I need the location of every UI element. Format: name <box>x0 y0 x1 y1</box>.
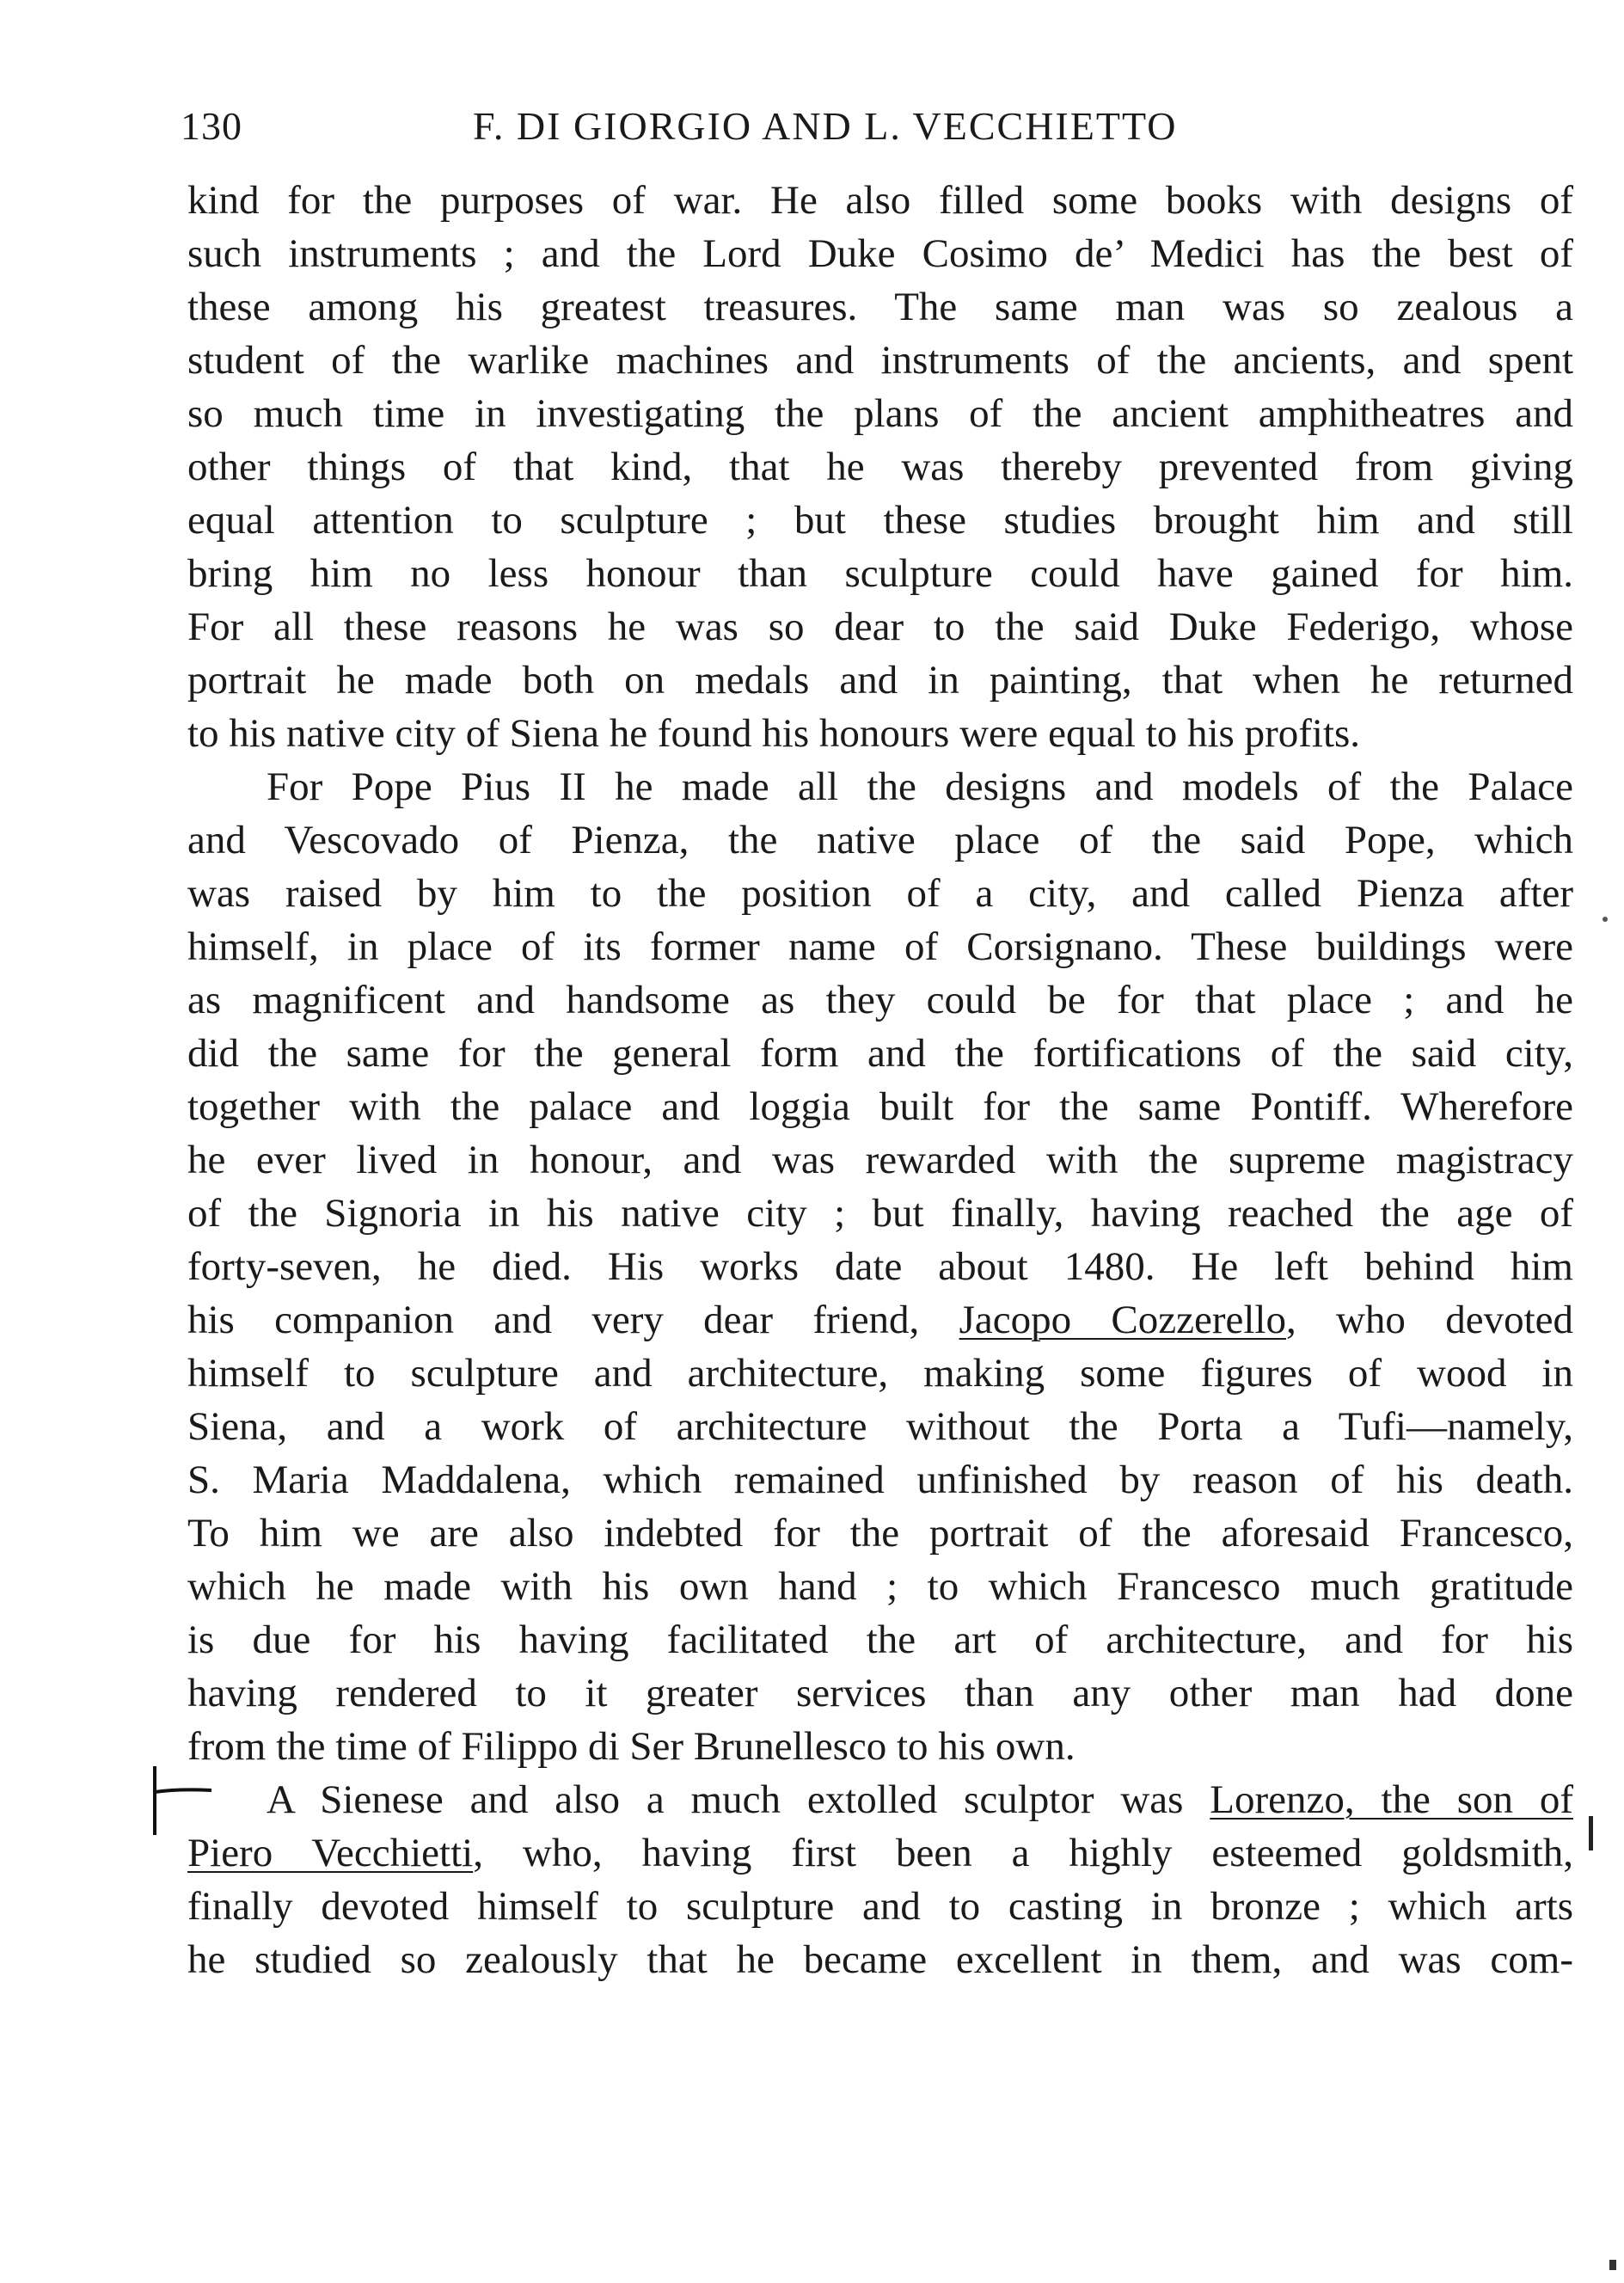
text-line: having rendered to it greater services than any other man had done <box>187 1671 1573 1715</box>
text-line <box>187 1773 1573 1826</box>
text-line: was raised by him to the position of a city, and called Pienza after <box>187 871 1573 916</box>
text-fragment: , who, having first been a highly esteemed goldsmith, <box>473 1831 1573 1875</box>
text-line: from the time of Filippo di Ser Brunellesco to his own. <box>187 1724 1076 1769</box>
text-line: For Pope Pius II he made all the designs and models of the Palace <box>267 764 1573 809</box>
text-line: he studied so zealously that he became excellent in them, and was com- <box>187 1937 1573 1982</box>
text-line: so much time in investigating the plans of the ancient amphitheatres and <box>187 391 1573 436</box>
text-line: equal attention to sculpture ; but these studies brought him and still <box>187 498 1573 543</box>
text-line: kind for the purposes of war. He also filled some books with designs of <box>187 178 1573 223</box>
body-text <box>187 174 1573 1986</box>
text-line: S. Maria Maddalena, which remained unfinished by reason of his death. <box>187 1458 1573 1502</box>
margin-dot <box>1603 917 1608 922</box>
text-line: together with the palace and loggia built for the same Pontiff. Wherefore <box>187 1084 1573 1129</box>
text-line: For all these reasons he was so dear to the said Duke Federigo, whose <box>187 605 1573 649</box>
text-line: is due for his having facilitated the art of architecture, and for his <box>187 1617 1573 1662</box>
text-line: such instruments ; and the Lord Duke Cosimo de’ Medici has the best of <box>187 231 1573 276</box>
underlined-name: Lorenzo, the son of <box>1210 1777 1573 1822</box>
text-line: finally devoted himself to sculpture and to casting in bronze ; which arts <box>187 1884 1573 1929</box>
text-line: which he made with his own hand ; to which Francesco much gratitude <box>187 1564 1573 1609</box>
text-fragment: , who devoted <box>1285 1298 1573 1342</box>
text-line: of the Signoria in his native city ; but finally, having reached the age of <box>187 1191 1573 1236</box>
text-line <box>187 1826 1573 1880</box>
text-line: did the same for the general form and the fortifications of the said city, <box>187 1031 1573 1076</box>
text-line: to his native city of Siena he found his honours were equal to his profits. <box>187 711 1361 756</box>
text-line: and Vescovado of Pienza, the native place of the said Pope, which <box>187 818 1573 862</box>
text-line: himself to sculpture and architecture, making some figures of wood in <box>187 1351 1573 1396</box>
running-title: F. DI GIORGIO AND L. VECCHIETTO <box>473 104 1178 148</box>
text-fragment: A Sienese and also a much extolled sculptor was <box>267 1777 1210 1822</box>
text-line: To him we are also indebted for the portrait of the aforesaid Francesco, <box>187 1511 1573 1556</box>
text-line: Siena, and a work of architecture without the Porta a Tufi—namely, <box>187 1404 1573 1449</box>
text-line: student of the warlike machines and instruments of the ancients, and spent <box>187 338 1573 383</box>
underlined-name: Piero Vecchietti <box>187 1831 474 1875</box>
text-line: these among his greatest treasures. The same man was so zealous a <box>187 285 1573 329</box>
underlined-name: Jacopo Cozzerello <box>959 1298 1286 1342</box>
text-line: other things of that kind, that he was thereby prevented from giving <box>187 445 1573 489</box>
text-line: forty-seven, he died. His works date about 1480. He left behind him <box>187 1244 1573 1289</box>
text-line: as magnificent and handsome as they could be for that place ; and he <box>187 978 1573 1022</box>
text-fragment: his companion and very dear friend, <box>187 1298 959 1342</box>
text-line: he ever lived in honour, and was rewarded with the supreme magistracy <box>187 1138 1573 1182</box>
text-line: himself, in place of its former name of Corsignano. These buildings were <box>187 924 1573 969</box>
corner-mark <box>1609 2260 1616 2270</box>
text-line <box>187 1293 1573 1347</box>
margin-bar <box>1589 1816 1593 1850</box>
page-header <box>181 96 1573 156</box>
margin-bracket-mark <box>144 1759 222 1837</box>
page-number: 130 <box>181 104 242 148</box>
text-line: portrait he made both on medals and in painting, that when he returned <box>187 658 1573 703</box>
text-line: bring him no less honour than sculpture could have gained for him. <box>187 551 1573 596</box>
